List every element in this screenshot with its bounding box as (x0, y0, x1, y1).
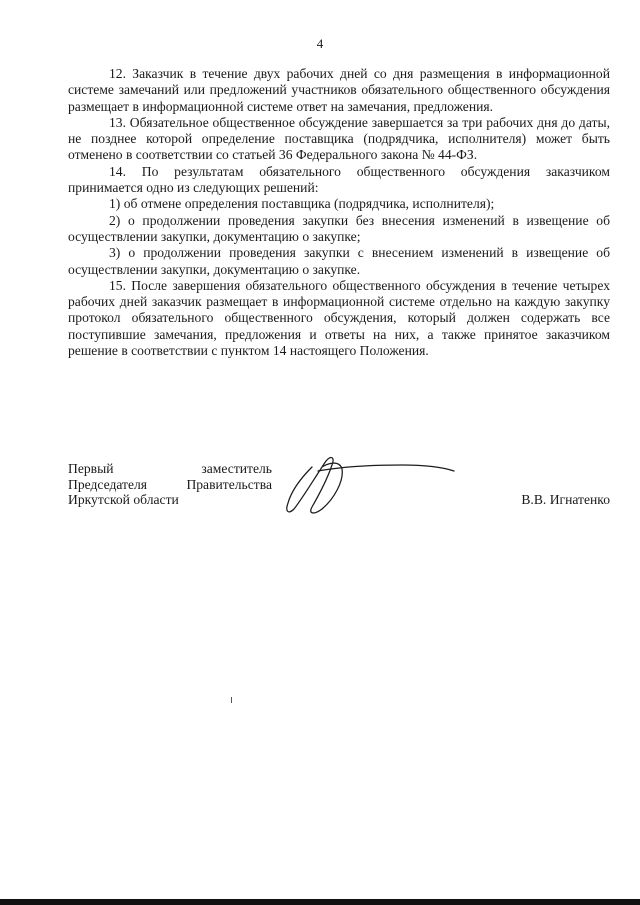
handwritten-signature (282, 453, 462, 521)
page-number: 4 (316, 36, 324, 51)
paragraph-14-option-1: 1) об отмене определения поставщика (подрядчика, исполнителя); (109, 196, 495, 212)
document-body (68, 66, 610, 359)
paragraph-14-option-3: 3) о продолжении проведения закупки с внесением изменений в извещение об осуществлении закупки, документацию о закупке. (68, 245, 610, 277)
scan-artifact (231, 697, 232, 703)
signatory-position-line-3: Иркутской области (68, 492, 179, 507)
paragraph-15: 15. После завершения обязательного общественного обсуждения в течение четырех рабочих дней заказчик размещает в информационной системе отдельно на каждую закупку протокол обязательного общественного обсуждения, который должен содержать все поступившие замечания, предложения и ответы на них, а также принятое заказчиком решение в соответствии с пунктом 14 настоящего Положения. (68, 277, 610, 359)
paragraph-14: 14. По результатам обязательного общественного обсуждения заказчиком принимается одно из следующих решений: (68, 163, 610, 196)
scan-bottom-edge (0, 899, 640, 905)
signatory-name: В.В. Игнатенко (521, 492, 610, 507)
paragraph-12: 12. Заказчик в течение двух рабочих дней со дня размещения в информационной системе замечаний или предложений участников обязательного общественного обсуждения размещает в информационной системе ответ на замечания, предложения. (68, 66, 610, 114)
paragraph-14-option-2: 2) о продолжении проведения закупки без внесения изменений в извещение об осуществлении закупки, документацию о закупке; (68, 212, 610, 244)
signatory-position-line-2: Председателя Правительства (68, 476, 272, 492)
paragraph-13: 13. Обязательное общественное обсуждение завершается за три рабочих дня до даты, не позднее которой определение поставщика (подрядчика, исполнителя) может быть отменено в соответствии со статьей 36 Федерального закона № 44-ФЗ. (68, 114, 610, 163)
signatory-position-line-1: Первый заместитель (68, 461, 272, 476)
signatory-position (68, 461, 272, 508)
